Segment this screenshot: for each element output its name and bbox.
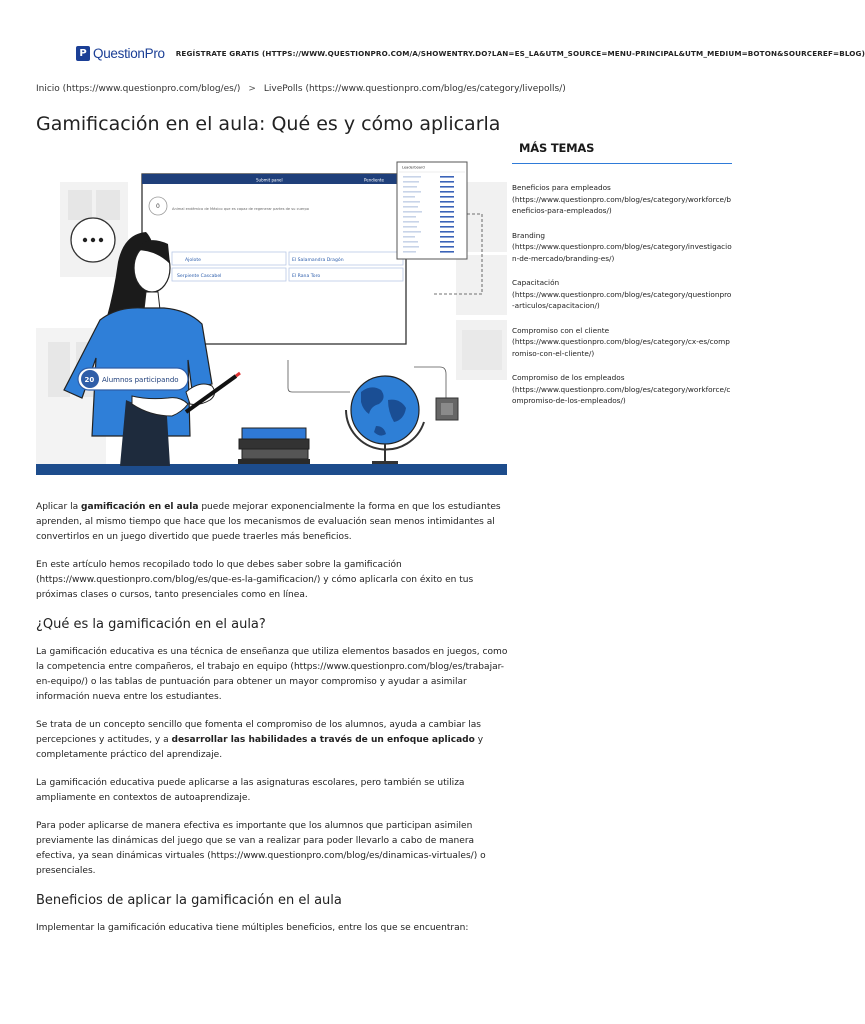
topic-name: Compromiso con el cliente <box>512 325 610 335</box>
paragraph: Para poder aplicarse de manera efectiva es importante que los alumnos que participan asimilen previamente las dinámicas del juego que se van a realizar para poder llevarlo a cabo de manera efectiva, ya sean dinámicas virtuales (https://www.questionpro.com/blog/es/dinamicas-virtuales/) o presenciales. <box>36 821 486 876</box>
svg-text:0: 0 <box>156 203 160 210</box>
svg-text:20: 20 <box>84 376 95 384</box>
topic-link-branding[interactable] <box>512 230 732 265</box>
svg-text:El Rana Toro: El Rana Toro <box>292 274 321 279</box>
paragraph: La gamificación educativa es una técnica de enseñanza que utiliza elementos basados en juegos, como la competencia entre compañeros, el trabajo en equipo (https://www.questionpro.com/blog/es/trabajar-en-equipo/) o las tablas de puntuación para obtener un mayor compromiso y ayudar a asimilar información nueva entre los estudiantes. <box>36 647 508 702</box>
paragraph: Implementar la gamificación educativa tiene múltiples beneficios, entre los que se encuentran: <box>36 923 469 933</box>
logo-text: QuestionPro <box>93 45 165 61</box>
topic-name: Capacitación <box>512 278 560 287</box>
topic-list <box>512 182 732 407</box>
svg-text:El Salamandra Dragón: El Salamandra Dragón <box>292 258 344 263</box>
paragraph <box>36 718 508 763</box>
paragraph: La gamificación educativa puede aplicarse a las asignaturas escolares, pero también se utiliza ampliamente en contextos de autoaprendizaje. <box>36 778 465 803</box>
breadcrumb-home-link[interactable]: Inicio (https://www.questionpro.com/blog/es/) <box>36 84 241 94</box>
questionpro-logo[interactable] <box>76 46 165 61</box>
topic-url: (https://www.questionpro.com/blog/es/category/workforce/compromiso-de-los-empleados/) <box>512 384 731 405</box>
topic-url: (https://www.questionpro.com/blog/es/category/investigacion-de-mercado/branding-es/) <box>512 242 732 263</box>
article-body <box>36 500 508 949</box>
svg-text:Serpiente Cascabel: Serpiente Cascabel <box>177 274 222 279</box>
text-span: Aplicar la <box>36 502 82 512</box>
topic-url: (https://www.questionpro.com/blog/es/category/workforce/beneficios-para-empleados/) <box>512 194 732 215</box>
svg-text:Submit panel: Submit panel <box>256 177 283 183</box>
signup-link[interactable]: REGÍSTRATE GRATIS (HTTPS://WWW.QUESTIONPRO.COM/A/SHOWENTRY.DO?LAN=ES_LA&UTM_SOURCE=MENU-PRINCIPAL&UTM_MEDIUM=BOTON&SOURCEREF=BLOG) <box>175 48 865 58</box>
topic-url: (https://www.questionpro.com/blog/es/category/cx-es/compromiso-con-el-cliente/) <box>512 337 730 358</box>
svg-text:Leaderboard: Leaderboard <box>402 165 425 170</box>
chevron-right-icon: > <box>248 84 256 94</box>
classroom-illustration <box>36 160 507 475</box>
topic-link-beneficios[interactable] <box>512 182 732 217</box>
svg-text:Alumnos participando: Alumnos participando <box>102 376 179 384</box>
intro-paragraph <box>36 500 508 545</box>
breadcrumb <box>36 84 566 94</box>
sidebar-more-topics <box>512 137 732 420</box>
topic-link-compromiso-empleados[interactable] <box>512 372 732 407</box>
section-heading: Beneficios de aplicar la gamificación en el aula <box>36 893 342 908</box>
bold-text: desarrollar las habilidades a través de un enfoque aplicado <box>171 735 475 745</box>
section-heading: ¿Qué es la gamificación en el aula? <box>36 617 266 632</box>
topic-name: Compromiso de los empleados <box>512 373 625 382</box>
site-header <box>76 44 865 62</box>
svg-text:Pendiente: Pendiente <box>364 177 384 183</box>
text-span: Se trata de un concepto sencillo que fomenta el compromiso de los alumnos, ayuda a cambiar las percepciones y actitudes, y a <box>36 720 482 745</box>
paragraph: En este artículo hemos recopilado todo lo que debes saber sobre la gamificación (https://www.questionpro.com/blog/es/que-es-la-gamificacion/) y cómo aplicarla con éxito en tus próximas clases o cursos, tanto presenciales como en línea. <box>36 560 474 600</box>
logo-mark-icon: P <box>76 46 90 61</box>
hero-illustration <box>36 160 507 475</box>
breadcrumb-category-link[interactable]: LivePolls (https://www.questionpro.com/blog/es/category/livepolls/) <box>263 84 566 94</box>
bold-text: gamificación en el aula <box>81 502 199 512</box>
topic-link-capacitacion[interactable] <box>512 277 732 312</box>
topic-name: Branding <box>512 230 546 240</box>
text-span: puede mejorar exponencialmente la forma en que los estudiantes aprenden, al mismo tiempo que hace que los mecanismos de evaluación sean menos intimidantes al convertirlos en un juego divertido que puede traerles más beneficios. <box>36 502 501 542</box>
topic-url: (https://www.questionpro.com/blog/es/category/questionpro-articulos/capacitacion/) <box>512 289 732 310</box>
svg-text:Animal endémico de México que: Animal endémico de México que es capaz de regenerar partes de su cuerpo <box>172 207 309 211</box>
topic-link-compromiso-cliente[interactable] <box>512 325 732 360</box>
topic-name: Beneficios para empleados <box>512 183 611 192</box>
sidebar-title: MÁS TEMAS <box>512 137 732 164</box>
page-title: Gamificación en el aula: Qué es y cómo aplicarla <box>36 113 501 135</box>
text-span: y completamente práctico del aprendizaje. <box>36 735 484 760</box>
svg-text:Ajolote: Ajolote <box>185 258 201 263</box>
